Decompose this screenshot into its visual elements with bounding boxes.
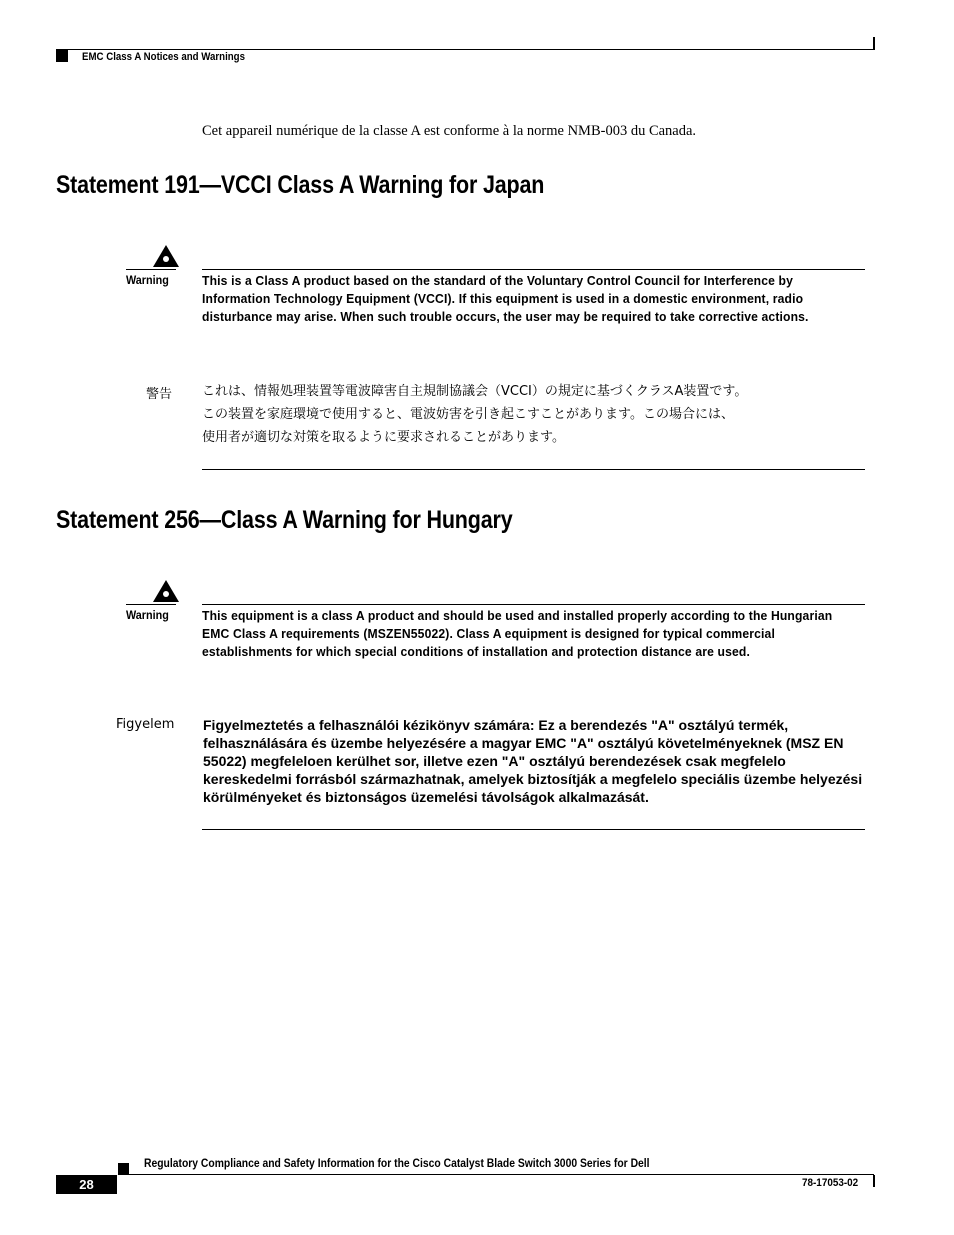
- footer-document-title: Regulatory Compliance and Safety Information for the Cisco Catalyst Blade Switch 3000 Series for Dell: [144, 1158, 650, 1170]
- warning-label-rule: [126, 269, 176, 270]
- warning-label: Warning: [126, 608, 169, 622]
- page-number: 28: [56, 1175, 117, 1194]
- statement-256-heading: Statement 256—Class A Warning for Hungary: [56, 506, 513, 534]
- header-section-title: EMC Class A Notices and Warnings: [82, 51, 245, 63]
- warning-text: This equipment is a class A product and should be used and installed properly according to the Hungarian EMC Class A requirements (MSZEN55022). Class A equipment is designed for typical commercial establishments for which special conditions of installation and protection distance are used.: [202, 608, 833, 659]
- footer-rule: [118, 1174, 874, 1175]
- warning-bottom-rule: [202, 829, 865, 830]
- translation-text-japanese: [202, 380, 862, 449]
- header-tick: [873, 37, 875, 50]
- warning-label-rule: [126, 604, 176, 605]
- warning-text: This is a Class A product based on the standard of the Voluntary Control Council for Interference by Information Technology Equipment (VCCI). If this equipment is used in a domestic environment, radio disturbance may arise. When such trouble occurs, the user may be required to take corrective actions.: [202, 273, 809, 324]
- warning-top-rule: [202, 269, 865, 270]
- intro-paragraph: Cet appareil numérique de la classe A est conforme à la norme NMB-003 du Canada.: [202, 123, 697, 139]
- translation-text-hungarian: Figyelmeztetés a felhasználói kézikönyv számára: Ez a berendezés "A" osztályú termék, felhasználására és üzembe helyezésére a magyar EMC "A" osztályú követelményeknek (MSZ EN 55022) megfeleloen kerülhet sor, illetve ezen "A" osztályú berendezések csak megfelelo kereskedelmi forrásból származhatnak, amelyek biztosítják a megfelelo speciális üzembe helyezési körülményeket és biztonságos üzemelési távolságok alkalmazását.: [203, 717, 863, 805]
- footer-marker: [118, 1163, 129, 1174]
- warning-label: Warning: [126, 273, 169, 287]
- statement-191-heading: Statement 191—VCCI Class A Warning for Japan: [56, 171, 545, 199]
- translation-label-japanese: 警告: [146, 387, 173, 402]
- header-rule: [56, 49, 874, 50]
- translation-line: 使用者が適切な対策を取るように要求されることがあります。: [202, 430, 565, 445]
- document-number: 78-17053-02: [802, 1177, 859, 1189]
- header-marker: [56, 50, 68, 62]
- footer-tick: [873, 1175, 875, 1187]
- warning-top-rule: [202, 604, 865, 605]
- translation-line: これは、情報処理装置等電波障害自主規制協議会（VCCI）の規定に基づくクラスA装置です。: [202, 384, 748, 399]
- translation-label-hungarian: Figyelem: [116, 717, 175, 732]
- warning-bottom-rule: [202, 469, 865, 470]
- translation-line: この装置を家庭環境で使用すると、電波妨害を引き起こすことがあります。この場合には、: [202, 407, 734, 422]
